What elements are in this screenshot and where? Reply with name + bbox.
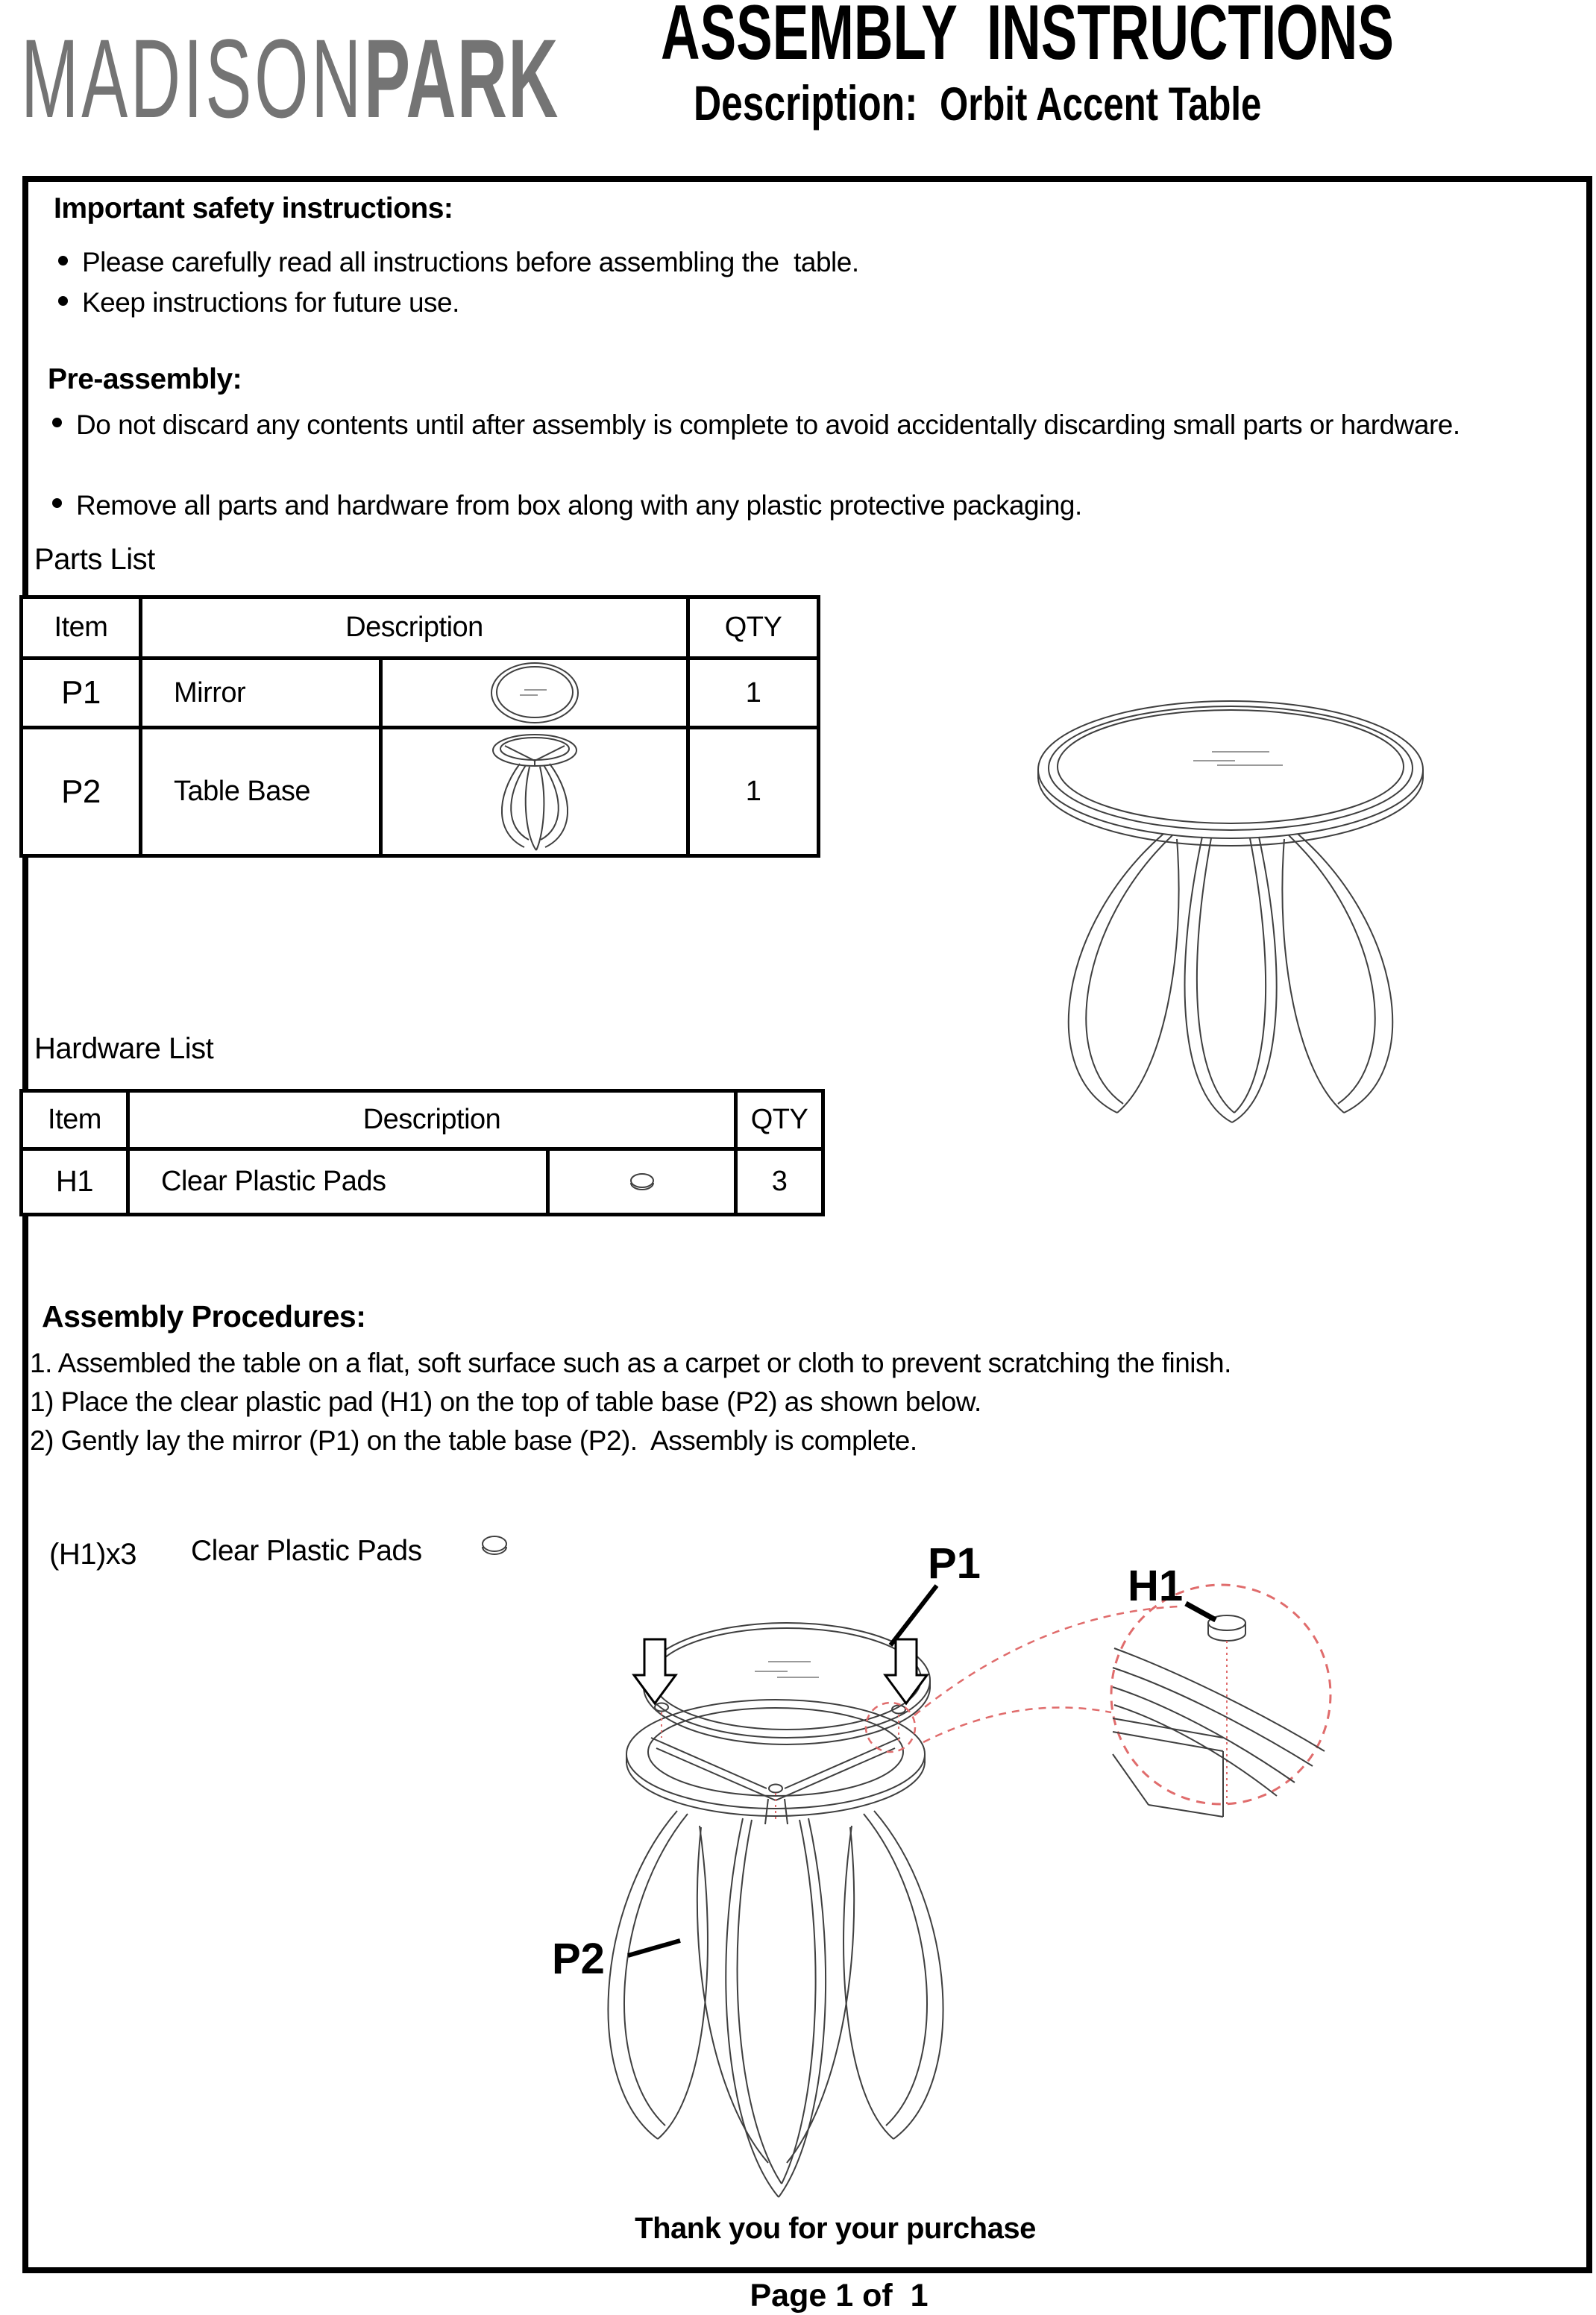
description-label: Description: [694, 75, 918, 131]
table-row [22, 659, 819, 728]
mirror-icon [486, 660, 583, 726]
table-row [22, 1149, 823, 1215]
hardware-list-table [19, 1089, 825, 1216]
brand-logo-madison: MADISON [21, 16, 365, 141]
magnify-callout [914, 1585, 1330, 1817]
part-description: Table Base [141, 728, 381, 856]
p1-leader-line [890, 1586, 937, 1645]
bullet-dot [52, 418, 62, 427]
pre-assembly-heading: Pre-assembly: [48, 363, 242, 395]
orbit-table-illustration [1029, 656, 1447, 1134]
column-header-description: Description [128, 1091, 736, 1149]
table-header-row [22, 1091, 823, 1149]
bullet-dot [58, 296, 68, 306]
part-item-id: P2 [22, 728, 141, 856]
p2-leader-line [628, 1941, 680, 1956]
thank-you-text: Thank you for your purchase [635, 2212, 1036, 2245]
assembly-step: 1) Place the clear plastic pad (H1) on the top of table base (P2) as shown below. [30, 1386, 981, 1417]
mirror-drawing-cell [381, 659, 688, 728]
column-header-qty: QTY [736, 1091, 823, 1149]
parts-list-heading: Parts List [34, 543, 155, 576]
part-item-id: P1 [22, 659, 141, 728]
h1-leader-line [1186, 1603, 1216, 1620]
column-header-description: Description [141, 597, 688, 659]
p1-label: P1 [928, 1539, 981, 1588]
column-header-qty: QTY [688, 597, 819, 659]
pads-note-label: (H1)x3 [49, 1538, 137, 1571]
pad-icon [769, 1785, 782, 1793]
down-arrow-icon [634, 1639, 676, 1703]
assembly-diagram [0, 1521, 1596, 2208]
safety-heading: Important safety instructions: [54, 192, 453, 224]
column-header-item: Item [22, 1091, 128, 1149]
safety-bullet: Please carefully read all instructions before assembling the table. [82, 247, 859, 277]
down-arrow-icon [885, 1639, 927, 1703]
assembly-heading: Assembly Procedures: [42, 1299, 366, 1334]
page-title: ASSEMBLY INSTRUCTIONS [661, 0, 1394, 76]
description-value: Orbit Accent Table [939, 78, 1262, 131]
p2-label: P2 [552, 1935, 605, 1983]
pre-assembly-bullet: Remove all parts and hardware from box along with any plastic protective packaging. [76, 490, 1082, 521]
hardware-item-id: H1 [22, 1149, 128, 1215]
table-base-icon [479, 732, 591, 852]
assembly-step: 1. Assembled the table on a flat, soft surface such as a carpet or cloth to prevent scratching the finish. [30, 1348, 1231, 1378]
table-header-row [22, 597, 819, 659]
hardware-qty: 3 [736, 1149, 823, 1215]
pad-icon [655, 1703, 668, 1712]
table-row [22, 728, 819, 856]
column-header-item: Item [22, 597, 141, 659]
description-line [694, 76, 1261, 131]
safety-bullet: Keep instructions for future use. [82, 287, 459, 318]
hardware-list-heading: Hardware List [34, 1032, 214, 1065]
h1-label: H1 [1128, 1562, 1184, 1610]
part-description: Mirror [141, 659, 381, 728]
mirror-top-drawing [644, 1623, 930, 1744]
assembly-step: 2) Gently lay the mirror (P1) on the table base (P2). Assembly is complete. [30, 1425, 917, 1456]
pre-assembly-bullet: Do not discard any contents until after assembly is complete to avoid accidentally discarding small parts or hardware. [76, 409, 1460, 440]
brand-logo [21, 16, 559, 141]
bullet-dot [58, 256, 68, 266]
pad-drawing-cell [548, 1149, 736, 1215]
brand-logo-park: PARK [364, 16, 559, 141]
page-number: Page 1 of 1 [750, 2278, 929, 2314]
part-qty: 1 [688, 728, 819, 856]
pads-note-text: Clear Plastic Pads [191, 1535, 422, 1567]
plastic-pad-icon [626, 1171, 659, 1193]
table-base-drawing-cell [381, 728, 688, 856]
part-qty: 1 [688, 659, 819, 728]
parts-list-table [19, 595, 820, 858]
bullet-dot [52, 498, 62, 508]
hardware-description: Clear Plastic Pads [128, 1149, 548, 1215]
